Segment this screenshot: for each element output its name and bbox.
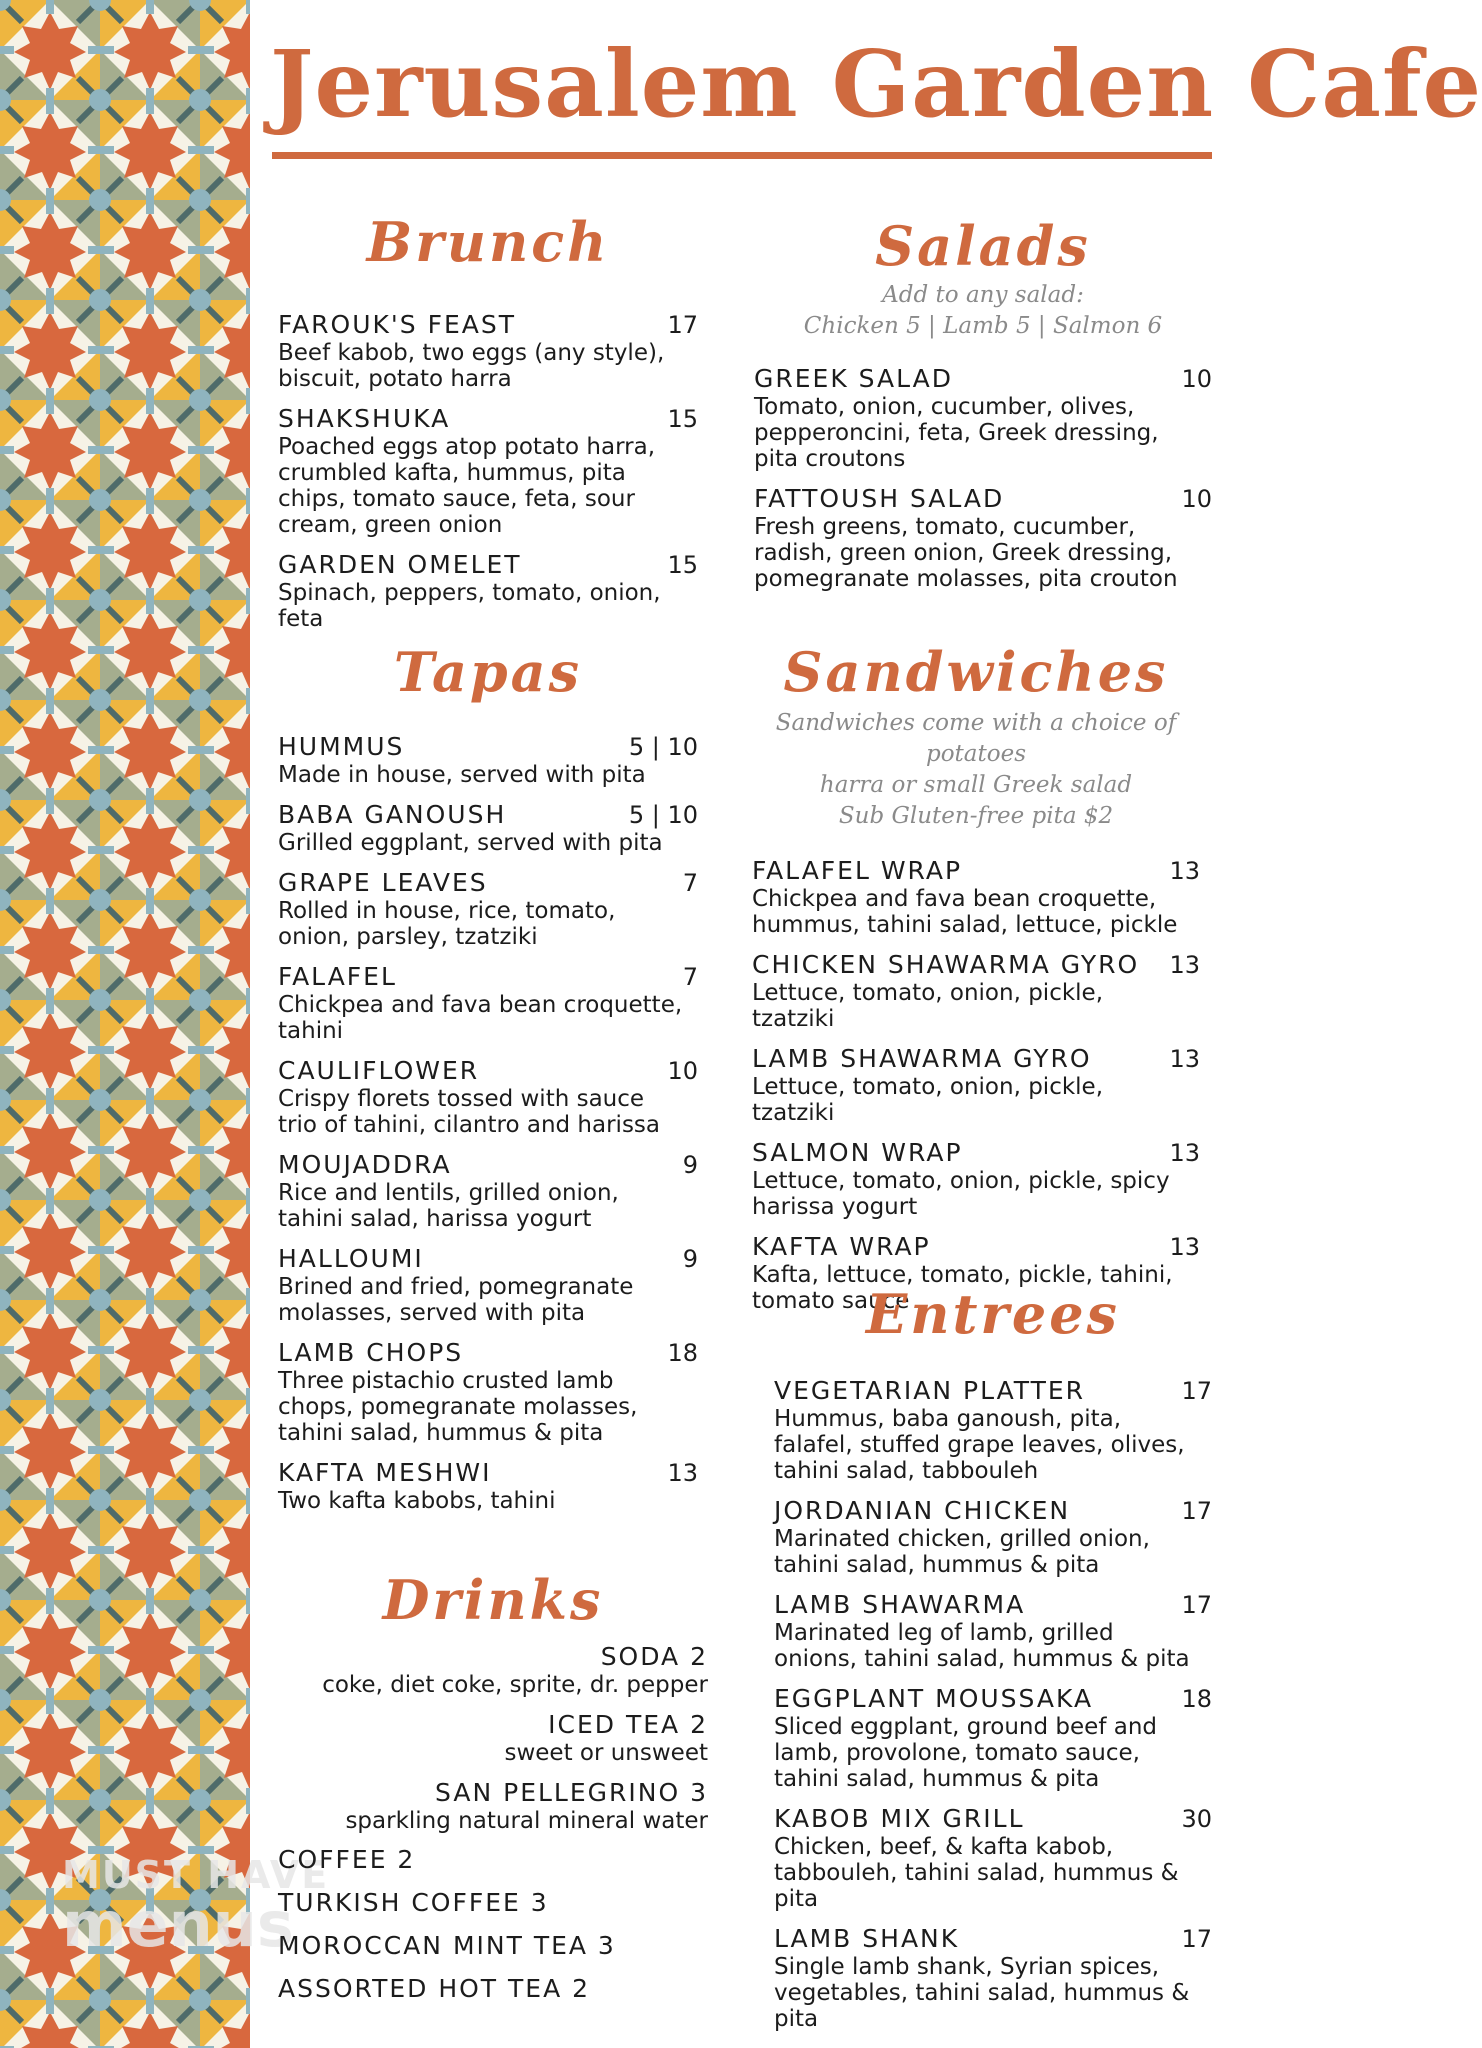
item-name: CAULIFLOWER [278, 1056, 480, 1085]
item-description: Fresh greens, tomato, cucumber, radish, green onion, Greek dressing, pomegranate molasses, pita crouton [754, 514, 1178, 592]
item-name: VEGETARIAN PLATTER [774, 1376, 1085, 1405]
item-price: 17 [667, 311, 698, 339]
item-price: 5 | 10 [628, 733, 698, 761]
hot-drink: COFFEE 2 [278, 1845, 416, 1874]
menu-item [278, 800, 698, 856]
menu-item [754, 364, 1212, 472]
item-name: LAMB SHAWARMA GYRO [752, 1044, 1092, 1073]
drink-description: sweet or unsweet [504, 1740, 708, 1766]
item-price: 13 [1169, 1045, 1200, 1073]
menu-item [774, 1590, 1212, 1672]
drink-name: ICED TEA 2 [548, 1710, 708, 1739]
item-price: 9 [682, 1151, 698, 1179]
hot-drink: MOROCCAN MINT TEA 3 [278, 1931, 616, 1960]
item-description: Rice and lentils, grilled onion, tahini salad, harissa yogurt [278, 1180, 619, 1232]
item-price: 17 [1181, 1925, 1212, 1953]
item-name: MOUJADDRA [278, 1150, 452, 1179]
brunch-heading: Brunch [366, 210, 610, 274]
item-price: 13 [1169, 1139, 1200, 1167]
drink-item [278, 1642, 708, 1698]
menu-item [278, 1338, 698, 1446]
menu-item [774, 1496, 1212, 1578]
item-description: Chicken, beef, & kafta kabob, tabbouleh, tahini salad, hummus & pita [774, 1834, 1179, 1912]
item-price: 7 [682, 869, 698, 897]
item-price: 17 [1181, 1377, 1212, 1405]
sandwiches-section [752, 640, 1200, 1314]
watermark-line-1: MUST HAVE [62, 1853, 330, 1897]
item-price: 10 [1181, 485, 1212, 513]
item-name: KABOB MIX GRILL [774, 1804, 1025, 1833]
menu-item [752, 1044, 1200, 1126]
item-description: Chickpea and fava bean croquette, tahini [278, 992, 683, 1044]
decorative-tile-pattern [0, 0, 250, 2048]
tapas-section [278, 640, 698, 1514]
item-price: 17 [1181, 1497, 1212, 1525]
item-description: Kafta, lettuce, tomato, pickle, tahini, tomato sauce [752, 1262, 1173, 1314]
item-description: Lettuce, tomato, onion, pickle, tzatziki [752, 1074, 1104, 1126]
title-divider [272, 152, 1212, 159]
menu-item [278, 1458, 698, 1514]
item-name: SALMON WRAP [752, 1138, 963, 1167]
menu-item [278, 1056, 698, 1138]
tapas-heading: Tapas [393, 640, 583, 704]
menu-item [774, 1924, 1212, 2032]
watermark-line-2: menus [62, 1888, 294, 1961]
item-description: Lettuce, tomato, onion, pickle, spicy harissa yogurt [752, 1168, 1170, 1220]
item-description: Crispy florets tossed with sauce trio of tahini, cilantro and harissa [278, 1086, 661, 1138]
item-price: 13 [1169, 1233, 1200, 1261]
restaurant-title: Jerusalem Garden Cafe [270, 30, 1482, 138]
drinks-section [278, 1568, 708, 2010]
menu-item [278, 310, 698, 392]
item-name: GRAPE LEAVES [278, 868, 488, 897]
item-price: 17 [1181, 1591, 1212, 1619]
item-price: 7 [682, 963, 698, 991]
item-price: 13 [1169, 857, 1200, 885]
note-line: Sub Gluten-free pita $2 [838, 803, 1114, 829]
note-line: Chicken 5 | Lamb 5 | Salmon 6 [803, 313, 1163, 339]
item-name: FAROUK'S FEAST [278, 310, 517, 339]
item-name: FALAFEL [278, 962, 397, 991]
menu-item [278, 1150, 698, 1232]
menu-item [278, 732, 698, 788]
menu-item [774, 1804, 1212, 1912]
item-description: Grilled eggplant, served with pita [278, 830, 663, 856]
item-name: JORDANIAN CHICKEN [774, 1496, 1071, 1525]
menu-item [278, 550, 698, 632]
item-description: Three pistachio crusted lamb chops, pomegranate molasses, tahini salad, hummus & pita [278, 1368, 638, 1446]
item-name: LAMB SHANK [774, 1924, 960, 1953]
item-price: 13 [667, 1459, 698, 1487]
item-description: Brined and fried, pomegranate molasses, served with pita [278, 1274, 634, 1326]
item-name: KAFTA WRAP [752, 1232, 931, 1261]
item-name: FATTOUSH SALAD [754, 484, 1005, 513]
item-price: 5 | 10 [628, 801, 698, 829]
note-line: harra or small Greek salad [819, 772, 1133, 798]
item-name: GREEK SALAD [754, 364, 953, 393]
menu-item [754, 484, 1212, 592]
item-description: Two kafta kabobs, tahini [278, 1488, 556, 1514]
item-price: 10 [667, 1057, 698, 1085]
drink-item [278, 1778, 708, 1834]
item-description: Rolled in house, rice, tomato, onion, parsley, tzatziki [278, 898, 616, 950]
item-name: GARDEN OMELET [278, 550, 522, 579]
drink-description: coke, diet coke, sprite, dr. pepper [322, 1672, 708, 1698]
item-name: EGGPLANT MOUSSAKA [774, 1684, 1094, 1713]
item-price: 18 [1181, 1685, 1212, 1713]
menu-item [774, 1684, 1212, 1792]
note-line: Add to any salad: [882, 282, 1084, 308]
entrees-heading: Entrees [866, 1282, 1120, 1346]
sandwiches-heading: Sandwiches [783, 640, 1169, 704]
hot-drink: ASSORTED HOT TEA 2 [278, 1974, 591, 2003]
drink-item [278, 1710, 708, 1766]
item-name: BABA GANOUSH [278, 800, 507, 829]
item-name: LAMB CHOPS [278, 1338, 464, 1367]
item-price: 18 [667, 1339, 698, 1367]
item-description: Marinated chicken, grilled onion, tahini salad, hummus & pita [774, 1526, 1150, 1578]
drink-name: SODA 2 [600, 1642, 708, 1671]
item-price: 30 [1181, 1805, 1212, 1833]
note-line: Sandwiches come with a choice of potatoes [775, 710, 1177, 767]
item-price: 15 [667, 551, 698, 579]
item-name: LAMB SHAWARMA [774, 1590, 1026, 1619]
salads-heading: Salads [875, 214, 1091, 278]
drink-description: sparkling natural mineral water [345, 1808, 708, 1834]
item-description: Spinach, peppers, tomato, onion, feta [278, 580, 661, 632]
item-price: 13 [1169, 951, 1200, 979]
item-description: Poached eggs atop potato harra, crumbled kafta, hummus, pita chips, tomato sauce, feta, sour cream, green onion [278, 434, 656, 538]
menu-item [752, 1138, 1200, 1220]
menu-item [278, 868, 698, 950]
item-description: Tomato, onion, cucumber, olives, pepperoncini, feta, Greek dressing, pita croutons [754, 394, 1159, 472]
menu-item [774, 1376, 1212, 1484]
item-description: Sliced eggplant, ground beef and lamb, provolone, tomato sauce, tahini salad, hummus & pita [774, 1714, 1158, 1792]
item-description: Chickpea and fava bean croquette, hummus, tahini salad, lettuce, pickle [752, 886, 1178, 938]
menu-item [752, 950, 1200, 1032]
item-name: HALLOUMI [278, 1244, 424, 1273]
menu-item [278, 962, 698, 1044]
sandwiches-note [752, 708, 1200, 832]
item-name: HUMMUS [278, 732, 405, 761]
brunch-section [278, 210, 698, 632]
item-name: KAFTA MESHWI [278, 1458, 492, 1487]
item-description: Lettuce, tomato, onion, pickle, tzatziki [752, 980, 1104, 1032]
item-name: CHICKEN SHAWARMA GYRO [752, 950, 1140, 979]
menu-item [278, 1244, 698, 1326]
menu-item [278, 404, 698, 538]
drink-name: SAN PELLEGRINO 3 [435, 1778, 708, 1807]
salads-note [754, 280, 1212, 342]
item-description: Beef kabob, two eggs (any style), biscuit, potato harra [278, 340, 665, 392]
hot-drink: TURKISH COFFEE 3 [278, 1888, 549, 1917]
item-description: Single lamb shank, Syrian spices, vegetables, tahini salad, hummus & pita [774, 1954, 1190, 2032]
drinks-heading: Drinks [382, 1568, 604, 1632]
item-description: Marinated leg of lamb, grilled onions, tahini salad, hummus & pita [774, 1620, 1190, 1672]
menu-item [752, 856, 1200, 938]
item-name: FALAFEL WRAP [752, 856, 963, 885]
item-price: 9 [682, 1245, 698, 1273]
item-name: SHAKSHUKA [278, 404, 451, 433]
item-price: 10 [1181, 365, 1212, 393]
item-price: 15 [667, 405, 698, 433]
item-description: Hummus, baba ganoush, pita, falafel, stuffed grape leaves, olives, tahini salad, tabbouleh [774, 1406, 1185, 1484]
item-description: Made in house, served with pita [278, 762, 646, 788]
salads-section [754, 214, 1212, 592]
entrees-section [774, 1282, 1212, 2032]
